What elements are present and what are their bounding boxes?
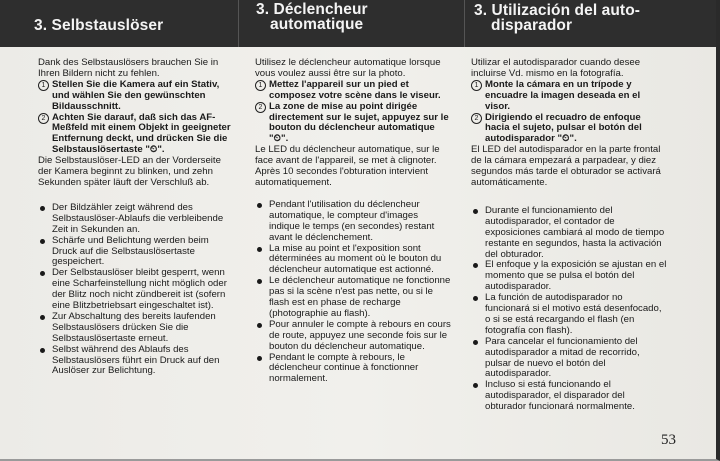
- list-item: Le déclencheur automatique ne fonctionne pas si la scène n'est pas nette, ou si le flash est en phase de recharge (photographie au flash).: [255, 276, 451, 320]
- list-item: La función de autodisparador no funcionará si el motivo está desenfocado, o si se está recargando el flash (en fotografía con flash).: [471, 293, 667, 337]
- step-2: [471, 113, 667, 146]
- result-text: Die Selbstauslöser-LED an der Vorderseite der Kamera beginnt zu blinken, und zehn Sekunden später läuft der Verschluß ab.: [38, 155, 221, 188]
- section-title-french-line2: automatique: [270, 16, 364, 33]
- list-item: Pour annuler le compte à rebours en cours de route, appuyez une seconde fois sur le bouton du déclencheur automatique.: [255, 320, 451, 353]
- list-item: Zur Abschaltung des bereits laufenden Selbstauslösers drücken Sie die Selbstauslösertaste erneut.: [38, 312, 234, 345]
- list-item: Schärfe und Belichtung werden beim Druck auf die Selbstauslösertaste gespeichert.: [38, 236, 234, 269]
- list-item: Incluso si está funcionando el autodisparador, el disparador del obturador funcionará normalmente.: [471, 380, 667, 413]
- list-item: Der Selbstauslöser bleibt gesperrt, wenn eine Scharfeinstellung nicht möglich oder der Blitz noch nicht zündbereit ist (sofern eine Blitzbetriebsart eingeschaltet ist).: [38, 268, 234, 312]
- header-divider: [238, 0, 239, 47]
- list-item: Para cancelar el funcionamiento del autodisparador a mitad de recorrido, pulsar de nuevo el botón del autodisparador.: [471, 337, 667, 381]
- list-item: Pendant l'utilisation du déclencheur automatique, le compteur d'images indique le temps (en secondes) restant avant le déclenchement.: [255, 200, 451, 244]
- column-french: [255, 58, 451, 385]
- circled-number: 1: [255, 80, 266, 91]
- list-item: Pendant le compte à rebours, le déclencheur continue à fonctionner normalement.: [255, 353, 451, 386]
- header-band-spanish: [464, 0, 716, 47]
- section-title-spanish: [474, 3, 640, 33]
- step-text: Dirigiendo el recuadro de enfoque hacia el sujeto, pulsar el botón del autodisparador "⏲".: [485, 111, 642, 145]
- circled-number: 2: [38, 113, 49, 124]
- section-title-spanish-line1: 3. Utilización del auto-: [474, 2, 641, 19]
- section-title-spanish-line2: disparador: [491, 17, 573, 34]
- notes-list: [471, 206, 667, 413]
- list-item: Der Bildzähler zeigt während des Selbstauslöser-Ablaufs die verbleibende Zeit in Sekunden an.: [38, 203, 234, 236]
- step-2: [255, 102, 451, 146]
- result-text: Le LED du déclencheur automatique, sur le face avant de l'appareil, se met à clignoter. Après 10 secondes l'obturation intervient automatiquement.: [255, 144, 440, 188]
- circled-number: 1: [471, 80, 482, 91]
- intro-text: Utilisez le déclencheur automatique lorsque vous voulez aussi être sur la photo.: [255, 57, 441, 79]
- step-2: [38, 113, 234, 157]
- notes-list: [255, 200, 451, 385]
- column-spanish: [471, 58, 667, 413]
- step-text: Achten Sie darauf, daß sich das AF-Meßfeld mit einem Objekt in geeigneter Entfernung deckt, und drücken Sie die Selbstauslösertaste "⏲".: [52, 111, 231, 156]
- header-divider: [464, 0, 465, 47]
- list-item: Durante el funcionamiento del autodisparador, el contador de exposiciones cambiará al modo de tiempo restante en segundos, hasta la activación del obturador.: [471, 206, 667, 261]
- section-title-french-line1: 3. Déclencheur: [256, 1, 368, 18]
- section-title-german: 3. Selbstauslöser: [34, 17, 164, 34]
- step-1: [255, 80, 451, 102]
- step-text: La zone de mise au point dirigée directement sur le sujet, appuyez sur le bouton du déclencheur automatique "⏲".: [269, 100, 449, 145]
- circled-number: 2: [471, 113, 482, 124]
- header-band-french: [238, 0, 464, 47]
- step-1: [38, 80, 234, 113]
- list-item: Selbst während des Ablaufs des Selbstauslösers führt ein Druck auf den Auslöser zur Belichtung.: [38, 345, 234, 378]
- step-1: [471, 80, 667, 113]
- step-text: Stellen Sie die Kamera auf ein Stativ, und wählen Sie den gewünschten Bildausschnitt.: [52, 78, 220, 112]
- page-number: 53: [661, 432, 676, 448]
- step-text: Monte la cámara en un trípode y encuadre la imagen deseada en el visor.: [485, 78, 641, 112]
- header-band-german: [0, 0, 238, 47]
- intro-text: Utilizar el autodisparador cuando desee incluirse Vd. mismo en la fotografía.: [471, 57, 641, 79]
- list-item: El enfoque y la exposición se ajustan en el momento que se pulsa el botón del autodisparador.: [471, 260, 667, 293]
- step-text: Mettez l'appareil sur un pied et composez votre scène dans le viseur.: [269, 78, 441, 101]
- section-title-french: [256, 2, 368, 32]
- circled-number: 2: [255, 102, 266, 113]
- result-text: El LED del autodisparador en la parte frontal de la cámara empezará a parpadear, y diez segundos más tarde el obturador se activará automáticamente.: [471, 144, 661, 188]
- notes-list: [38, 203, 234, 378]
- column-german: [38, 58, 234, 377]
- intro-text: Dank des Selbstauslösers brauchen Sie in Ihren Bildern nicht zu fehlen.: [38, 57, 219, 79]
- list-item: La mise au point et l'exposition sont déterminées au moment où le bouton du déclencheur automatique est actionné.: [255, 244, 451, 277]
- circled-number: 1: [38, 80, 49, 91]
